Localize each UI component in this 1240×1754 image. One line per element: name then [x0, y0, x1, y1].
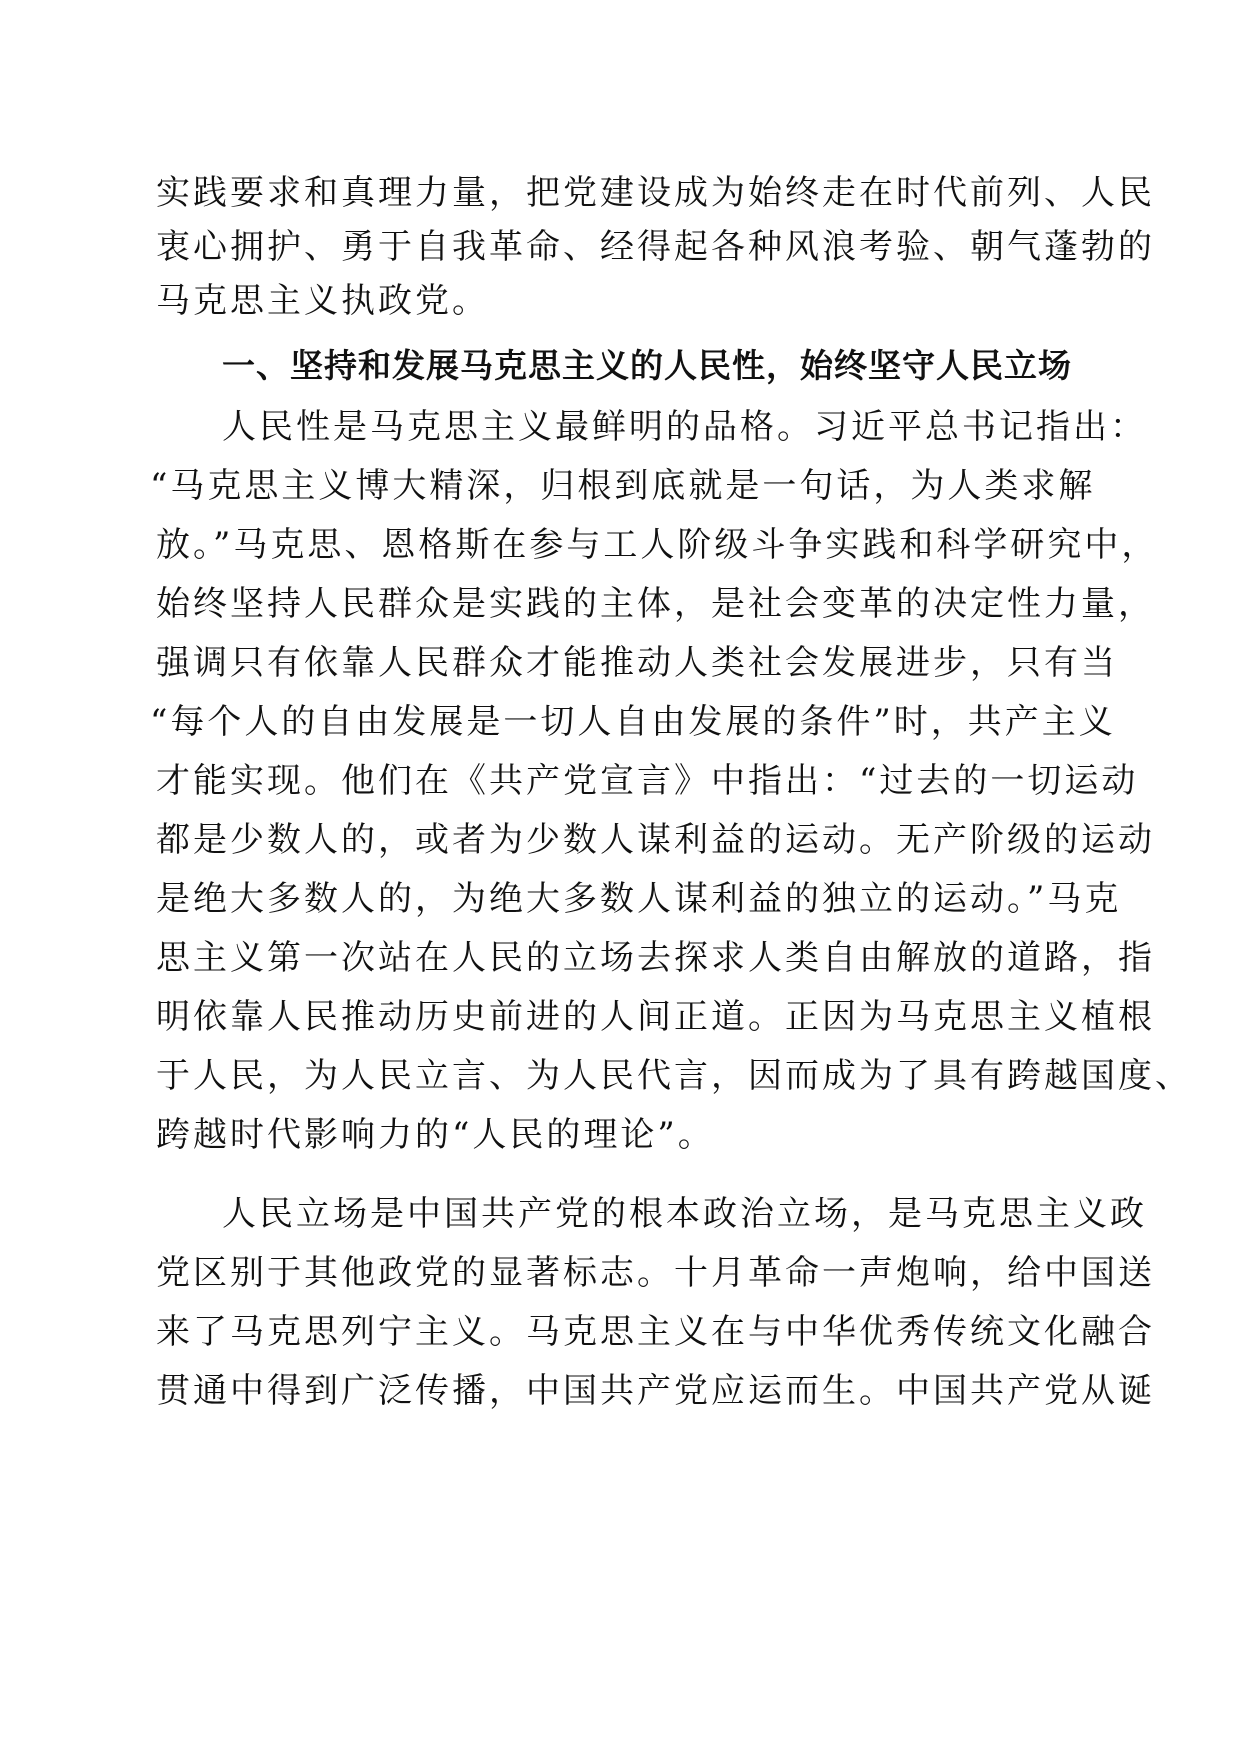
- body-text-line: “马克思主义博大精深，归根到底就是一句话，为人类求解: [150, 466, 1096, 506]
- body-text-line: 是绝大多数人的，为绝大多数人谋利益的独立的运动。”马克: [156, 879, 1122, 919]
- body-text-line: 衷心拥护、勇于自我革命、经得起各种风浪考验、朝气蓬勃的: [156, 227, 1155, 267]
- body-text-line: “每个人的自由发展是一切人自由发展的条件”时，共产主义: [150, 702, 1116, 742]
- body-text-line: 才能实现。他们在《共产党宣言》中指出：“过去的一切运动: [156, 761, 1139, 801]
- body-text-line: 实践要求和真理力量，把党建设成为始终走在时代前列、人民: [156, 173, 1155, 213]
- paragraph-first-line: 人民性是马克思主义最鲜明的品格。习近平总书记指出：: [222, 407, 1147, 447]
- section-heading: 一、坚持和发展马克思主义的人民性，始终坚守人民立场: [222, 346, 1072, 385]
- body-text-line: 贯通中得到广泛传播，中国共产党应运而生。中国共产党从诞: [156, 1371, 1155, 1411]
- body-text-line: 马克思主义执政党。: [156, 281, 489, 321]
- body-text-line: 明依靠人民推动历史前进的人间正道。正因为马克思主义植根: [156, 997, 1155, 1037]
- body-text-line: 党区别于其他政党的显著标志。十月革命一声炮响，给中国送: [156, 1253, 1155, 1293]
- body-text-line: 来了马克思列宁主义。马克思主义在与中华优秀传统文化融合: [156, 1312, 1155, 1352]
- body-text-line: 思主义第一次站在人民的立场去探求人类自由解放的道路，指: [156, 938, 1155, 978]
- body-text-line: 强调只有依靠人民群众才能推动人类社会发展进步，只有当: [156, 643, 1118, 683]
- body-text-line: 都是少数人的，或者为少数人谋利益的运动。无产阶级的运动: [156, 820, 1155, 860]
- body-text-line: 于人民，为人民立言、为人民代言，因而成为了具有跨越国度、: [156, 1056, 1192, 1096]
- body-text-line: 放。”马克思、恩格斯在参与工人阶级斗争实践和科学研究中，: [156, 525, 1159, 565]
- body-text-line: 始终坚持人民群众是实践的主体，是社会变革的决定性力量，: [156, 584, 1155, 624]
- body-text-line: 跨越时代影响力的“人民的理论”。: [156, 1115, 715, 1155]
- paragraph-first-line: 人民立场是中国共产党的根本政治立场，是马克思主义政: [222, 1194, 1147, 1234]
